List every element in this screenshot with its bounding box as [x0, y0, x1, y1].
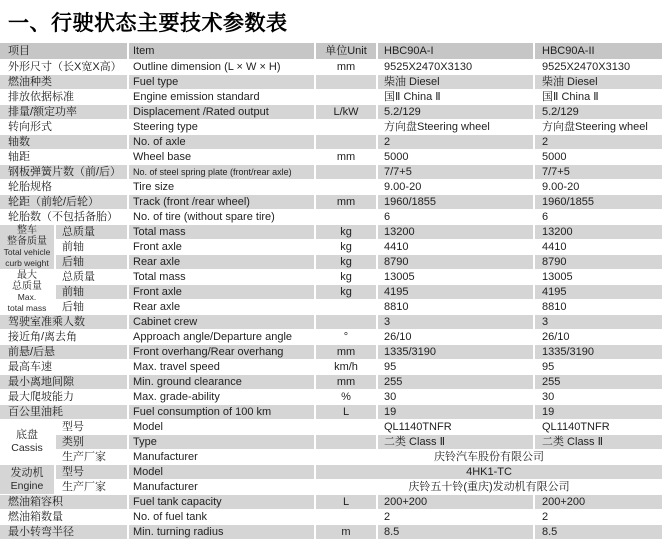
table-row	[0, 360, 662, 375]
value-cell-model-1: 2	[377, 135, 534, 150]
value-cell-model-1: 5000	[377, 150, 534, 165]
item-cn-cell: 转向形式	[0, 120, 128, 135]
item-cn-cell: 轴数	[0, 135, 128, 150]
item-en-cell: Front axle	[128, 285, 315, 300]
table-row	[0, 75, 662, 90]
header-model-1: HBC90A-I	[377, 43, 534, 60]
value-cell-model-1: 30	[377, 390, 534, 405]
value-cell-model-2: 柴油 Diesel	[534, 75, 662, 90]
item-en-cell: Front overhang/Rear overhang	[128, 345, 315, 360]
item-cn-cell: 轮胎数（不包括备胎）	[0, 210, 128, 225]
value-cell-model-1: 8.5	[377, 525, 534, 540]
group-label-cell	[0, 225, 55, 270]
item-cn-cell: 生产厂家	[55, 480, 128, 495]
value-cell-model-1: 8810	[377, 300, 534, 315]
item-en-cell: Total mass	[128, 225, 315, 240]
item-cn-cell: 最小离地间隙	[0, 375, 128, 390]
item-en-cell: Min. turning radius	[128, 525, 315, 540]
unit-cell: mm	[315, 375, 377, 390]
item-en-cell: Fuel tank capacity	[128, 495, 315, 510]
value-cell-model-1: 19	[377, 405, 534, 420]
group-label-line: Cassis	[11, 442, 43, 454]
group-label-line: 底盘	[16, 429, 38, 441]
value-cell-model-2: 5.2/129	[534, 105, 662, 120]
group-label-line: 发动机	[10, 466, 44, 479]
item-en-cell: Steering type	[128, 120, 315, 135]
unit-cell	[315, 120, 377, 135]
table-row	[0, 135, 662, 150]
table-row	[0, 315, 662, 330]
unit-cell	[315, 300, 377, 315]
item-en-cell: Type	[128, 435, 315, 450]
unit-cell	[315, 180, 377, 195]
item-en-cell: No. of steel spring plate (front/rear axle)	[128, 165, 315, 180]
value-cell-model-1: 95	[377, 360, 534, 375]
value-cell-model-2: 8810	[534, 300, 662, 315]
group-label-line: Max.	[17, 292, 37, 302]
unit-cell: kg	[315, 225, 377, 240]
item-cn-cell: 百公里油耗	[0, 405, 128, 420]
item-cn-cell: 燃油种类	[0, 75, 128, 90]
item-cn-cell: 前轴	[55, 285, 128, 300]
item-cn-cell: 燃油箱数量	[0, 510, 128, 525]
value-cell-model-1: 200+200	[377, 495, 534, 510]
value-cell-model-2: 方向盘Steering wheel	[534, 120, 662, 135]
value-cell-model-1: 8790	[377, 255, 534, 270]
value-cell-model-2: 国Ⅱ China Ⅱ	[534, 90, 662, 105]
table-row	[0, 180, 662, 195]
unit-cell	[315, 210, 377, 225]
item-cn-cell: 钢板弹簧片数（前/后）	[0, 165, 128, 180]
item-cn-cell: 轴距	[0, 150, 128, 165]
item-cn-cell: 前悬/后悬	[0, 345, 128, 360]
item-cn-cell: 最小转弯半径	[0, 525, 128, 540]
value-cell-model-2: 13200	[534, 225, 662, 240]
table-row	[0, 405, 662, 420]
item-en-cell: Max. grade-ability	[128, 390, 315, 405]
value-cell-model-1: 4410	[377, 240, 534, 255]
group-label-cell	[0, 270, 55, 315]
item-cn-cell: 最高车速	[0, 360, 128, 375]
header-item-cn: 项目	[0, 43, 128, 60]
table-row	[0, 450, 662, 465]
item-cn-cell: 燃油箱容积	[0, 495, 128, 510]
item-en-cell: Approach angle/Departure angle	[128, 330, 315, 345]
table-row	[0, 285, 662, 300]
table-row	[0, 300, 662, 315]
value-cell-model-2: 4195	[534, 285, 662, 300]
value-cell-model-2: QL1140TNFR	[534, 420, 662, 435]
value-cell-model-2: 255	[534, 375, 662, 390]
group-label-line: 整车	[17, 225, 37, 236]
value-cell-model-1: 13005	[377, 270, 534, 285]
item-cn-cell: 外形尺寸（长X宽X高）	[0, 60, 128, 75]
item-en-cell: Manufacturer	[128, 450, 315, 465]
item-en-cell: Track (front /rear wheel)	[128, 195, 315, 210]
value-cell-model-1: 柴油 Diesel	[377, 75, 534, 90]
group-label-line: 整备质量	[7, 236, 47, 247]
unit-cell: kg	[315, 285, 377, 300]
spec-table	[0, 43, 662, 540]
value-cell-model-1: 255	[377, 375, 534, 390]
group-label-line: total mass	[7, 303, 47, 313]
table-row	[0, 390, 662, 405]
item-en-cell: Cabinet crew	[128, 315, 315, 330]
item-en-cell: Outline dimension (L × W × H)	[128, 60, 315, 75]
table-row	[0, 195, 662, 210]
table-header	[0, 43, 662, 60]
table-row	[0, 375, 662, 390]
value-cell-model-2: 5000	[534, 150, 662, 165]
value-cell-model-2: 2	[534, 510, 662, 525]
value-cell-model-1: 6	[377, 210, 534, 225]
table-row	[0, 210, 662, 225]
value-cell-model-2: 7/7+5	[534, 165, 662, 180]
value-cell-model-1: 二类 Class Ⅱ	[377, 435, 534, 450]
table-row	[0, 60, 662, 75]
value-cell-model-1: 26/10	[377, 330, 534, 345]
table-row	[0, 240, 662, 255]
value-cell-model-1: 1335/3190	[377, 345, 534, 360]
value-cell-model-1: 方向盘Steering wheel	[377, 120, 534, 135]
unit-cell: kg	[315, 240, 377, 255]
unit-cell	[315, 75, 377, 90]
merged-value-cell: 庆铃五十铃(重庆)发动机有限公司	[315, 480, 662, 495]
group-label-line: Engine	[10, 479, 44, 492]
item-cn-cell: 类别	[55, 435, 128, 450]
table-row	[0, 510, 662, 525]
value-cell-model-2: 1960/1855	[534, 195, 662, 210]
table-row	[0, 465, 662, 480]
unit-cell: L	[315, 495, 377, 510]
value-cell-model-2: 9525X2470X3130	[534, 60, 662, 75]
group-label-cell	[0, 465, 55, 495]
item-en-cell: Tire size	[128, 180, 315, 195]
item-en-cell: Fuel type	[128, 75, 315, 90]
item-en-cell: No. of fuel tank	[128, 510, 315, 525]
value-cell-model-2: 二类 Class Ⅱ	[534, 435, 662, 450]
item-en-cell: Rear axle	[128, 255, 315, 270]
value-cell-model-1: 2	[377, 510, 534, 525]
item-en-cell: Max. travel speed	[128, 360, 315, 375]
table-row	[0, 495, 662, 510]
unit-cell: mm	[315, 345, 377, 360]
unit-cell	[315, 420, 377, 435]
value-cell-model-2: 6	[534, 210, 662, 225]
value-cell-model-1: 1960/1855	[377, 195, 534, 210]
item-en-cell: Displacement /Rated output	[128, 105, 315, 120]
table-row	[0, 225, 662, 240]
item-cn-cell: 后轴	[55, 255, 128, 270]
table-row	[0, 435, 662, 450]
item-cn-cell: 接近角/离去角	[0, 330, 128, 345]
group-label-cell	[0, 420, 55, 465]
item-en-cell: Total mass	[128, 270, 315, 285]
unit-cell	[315, 90, 377, 105]
merged-value-cell: 4HK1-TC	[315, 465, 662, 480]
item-en-cell: Engine emission standard	[128, 90, 315, 105]
item-cn-cell: 生产厂家	[55, 450, 128, 465]
item-en-cell: Model	[128, 420, 315, 435]
value-cell-model-2: 13005	[534, 270, 662, 285]
group-label-line: 总质量	[12, 281, 42, 292]
value-cell-model-1: 13200	[377, 225, 534, 240]
group-label-line: Total vehicle	[3, 247, 51, 257]
unit-cell: %	[315, 390, 377, 405]
unit-cell	[315, 435, 377, 450]
item-en-cell: Min. ground clearance	[128, 375, 315, 390]
item-cn-cell: 总质量	[55, 225, 128, 240]
value-cell-model-2: 1335/3190	[534, 345, 662, 360]
group-label-line: curb weight	[5, 258, 49, 268]
value-cell-model-2: 4410	[534, 240, 662, 255]
unit-cell: mm	[315, 195, 377, 210]
value-cell-model-2: 200+200	[534, 495, 662, 510]
spec-table-body	[0, 60, 662, 540]
item-en-cell: Manufacturer	[128, 480, 315, 495]
table-row	[0, 150, 662, 165]
unit-cell	[315, 165, 377, 180]
value-cell-model-1: 5.2/129	[377, 105, 534, 120]
value-cell-model-2: 26/10	[534, 330, 662, 345]
item-cn-cell: 后轴	[55, 300, 128, 315]
value-cell-model-2: 3	[534, 315, 662, 330]
item-en-cell: Rear axle	[128, 300, 315, 315]
table-row	[0, 255, 662, 270]
table-row	[0, 120, 662, 135]
table-row	[0, 420, 662, 435]
value-cell-model-1: QL1140TNFR	[377, 420, 534, 435]
item-cn-cell: 轮胎规格	[0, 180, 128, 195]
table-row	[0, 105, 662, 120]
unit-cell: mm	[315, 150, 377, 165]
table-row	[0, 90, 662, 105]
group-label-line: 最大	[17, 270, 37, 281]
item-cn-cell: 型号	[55, 420, 128, 435]
value-cell-model-1: 3	[377, 315, 534, 330]
item-cn-cell: 轮距（前轮/后轮）	[0, 195, 128, 210]
page-title: 一、行驶状态主要技术参数表	[8, 12, 288, 35]
item-en-cell: Front axle	[128, 240, 315, 255]
item-cn-cell: 型号	[55, 465, 128, 480]
item-cn-cell: 排量/额定功率	[0, 105, 128, 120]
header-row	[0, 43, 662, 60]
item-cn-cell: 总质量	[55, 270, 128, 285]
table-row	[0, 480, 662, 495]
unit-cell: kg	[315, 255, 377, 270]
header-model-2: HBC90A-II	[534, 43, 662, 60]
item-cn-cell: 前轴	[55, 240, 128, 255]
value-cell-model-2: 30	[534, 390, 662, 405]
value-cell-model-2: 95	[534, 360, 662, 375]
unit-cell: kg	[315, 270, 377, 285]
value-cell-model-1: 国Ⅱ China Ⅱ	[377, 90, 534, 105]
item-cn-cell: 最大爬坡能力	[0, 390, 128, 405]
unit-cell	[315, 510, 377, 525]
item-cn-cell: 排放依据标准	[0, 90, 128, 105]
table-row	[0, 270, 662, 285]
unit-cell: L	[315, 405, 377, 420]
unit-cell: m	[315, 525, 377, 540]
value-cell-model-1: 4195	[377, 285, 534, 300]
unit-cell: L/kW	[315, 105, 377, 120]
item-en-cell: No. of axle	[128, 135, 315, 150]
merged-value-cell: 庆铃汽车股份有限公司	[315, 450, 662, 465]
item-en-cell: No. of tire (without spare tire)	[128, 210, 315, 225]
value-cell-model-2: 2	[534, 135, 662, 150]
table-row	[0, 525, 662, 540]
header-item-en: Item	[128, 43, 315, 60]
item-en-cell: Model	[128, 465, 315, 480]
unit-cell: mm	[315, 60, 377, 75]
value-cell-model-1: 7/7+5	[377, 165, 534, 180]
unit-cell	[315, 315, 377, 330]
value-cell-model-2: 8.5	[534, 525, 662, 540]
unit-cell	[315, 135, 377, 150]
value-cell-model-2: 8790	[534, 255, 662, 270]
table-row	[0, 165, 662, 180]
value-cell-model-1: 9525X2470X3130	[377, 60, 534, 75]
table-row	[0, 330, 662, 345]
item-en-cell: Fuel consumption of 100 km	[128, 405, 315, 420]
item-cn-cell: 驾驶室准乘人数	[0, 315, 128, 330]
value-cell-model-1: 9.00-20	[377, 180, 534, 195]
unit-cell: °	[315, 330, 377, 345]
unit-cell: km/h	[315, 360, 377, 375]
header-unit: 单位Unit	[315, 43, 377, 60]
table-row	[0, 345, 662, 360]
value-cell-model-2: 9.00-20	[534, 180, 662, 195]
value-cell-model-2: 19	[534, 405, 662, 420]
item-en-cell: Wheel base	[128, 150, 315, 165]
